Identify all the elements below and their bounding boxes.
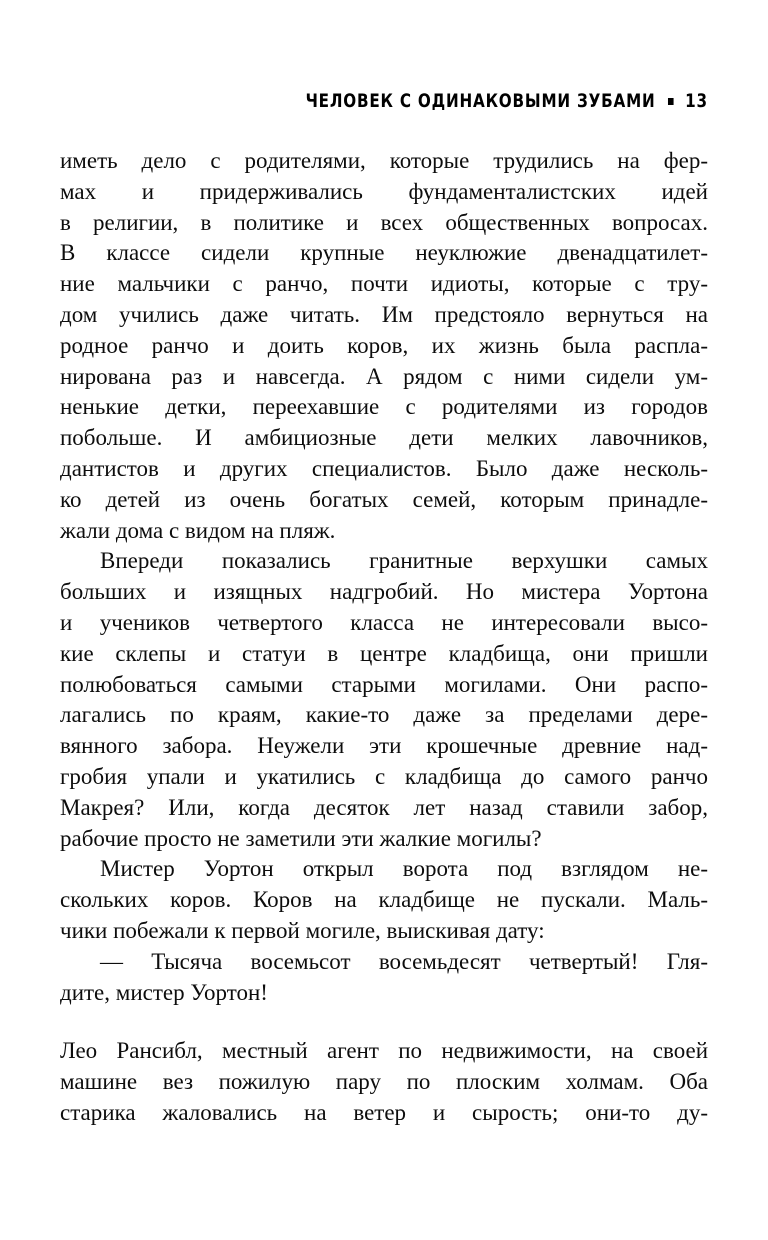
text-line: ние мальчики с ранчо, почти идиоты, которые с тру- — [60, 271, 708, 297]
page-body — [60, 146, 708, 1129]
text-line: иметь дело с родителями, которые трудились на фер- — [60, 148, 708, 173]
text-line: больших и изящных надгробий. Но мистера Уортона — [60, 579, 708, 605]
text-line: Макрея? Или, когда десяток лет назад ставили забор, — [60, 794, 708, 820]
text-line: чики побежали к первой могиле, выискивая дату: — [60, 917, 545, 943]
text-line: ненькие детки, переехавшие с родителями из городов — [60, 394, 708, 420]
text-line: рабочие просто не заметили эти жалкие могилы? — [60, 825, 542, 851]
text-line: В классе сидели крупные неуклюжие двенадцатилет- — [60, 240, 708, 266]
text-line: в религии, в политике и всех общественных вопросах. — [60, 209, 708, 235]
paragraph — [60, 546, 708, 854]
text-line: Мистер Уортон открыл ворота под взглядом не- — [100, 856, 708, 882]
running-header — [60, 0, 708, 112]
paragraph — [60, 854, 708, 946]
text-line: полюбоваться самыми старыми могилами. Они распо- — [60, 671, 708, 697]
text-line: дантистов и других специалистов. Было даже несколь- — [60, 455, 708, 481]
running-header-inner — [306, 90, 708, 112]
text-line: машине вез пожилую пару по плоским холмам. Оба — [60, 1069, 708, 1095]
text-line: — Тысяча восемьсот восемьдесят четвертый! Гля- — [100, 948, 708, 974]
text-line: дите, мистер Уортон! — [60, 979, 268, 1005]
paragraph — [60, 947, 708, 1009]
text-line: скольких коров. Коров на кладбище не пускали. Маль- — [60, 887, 708, 913]
paragraph — [60, 1036, 708, 1128]
text-line: ко детей из очень богатых семей, которым принадле- — [60, 486, 708, 512]
paragraph — [60, 146, 708, 546]
text-line: вянного забора. Неужели эти крошечные древние над- — [60, 733, 708, 759]
text-line: дом учились даже читать. Им предстояло вернуться на — [60, 301, 708, 327]
text-line: старика жаловались на ветер и сырость; они-то ду- — [60, 1099, 708, 1125]
text-line: жали дома с видом на пляж. — [60, 517, 336, 543]
text-line: мах и придерживались фундаменталистских идей — [60, 178, 708, 204]
text-line: и учеников четвертого класса не интересовали высо- — [60, 609, 708, 635]
text-line: нирована раз и навсегда. А рядом с ними сидели ум- — [60, 363, 708, 389]
text-line: лагались по краям, какие-то даже за пределами дере- — [60, 702, 708, 728]
page-number: 13 — [685, 90, 708, 112]
text-line: родное ранчо и доить коров, их жизнь была распла- — [60, 332, 708, 358]
book-title: ЧЕЛОВЕК С ОДИНАКОВЫМИ ЗУБАМИ — [305, 90, 656, 112]
text-line: побольше. И амбициозные дети мелких лавочников, — [60, 425, 708, 451]
text-line: Лео Рансибл, местный агент по недвижимости, на своей — [60, 1038, 708, 1064]
text-line: кие склепы и статуи в центре кладбища, они пришли — [60, 640, 708, 666]
text-line: Впереди показались гранитные верхушки самых — [100, 548, 708, 574]
square-bullet-icon — [668, 98, 674, 105]
text-line: гробия упали и укатились с кладбища до самого ранчо — [60, 763, 708, 789]
